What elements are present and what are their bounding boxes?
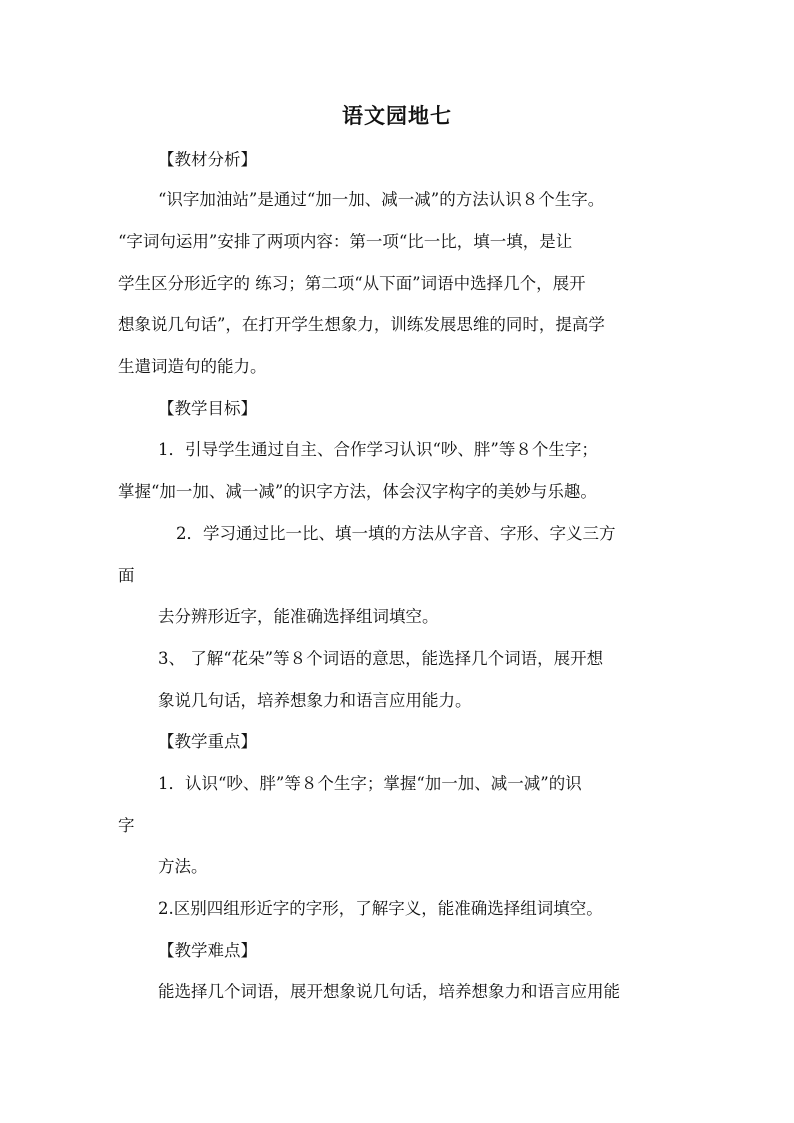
- paragraph-line: 字: [118, 816, 135, 835]
- section-heading-material-analysis: 【教材分析】: [158, 150, 257, 169]
- paragraph-line: 3、 了解“花朵”等８个词语的意思，能选择几个词语，展开想: [158, 649, 604, 668]
- paragraph-line: “识字加油站”是通过“加一加、减一减”的方法认识８个生字。: [158, 190, 605, 209]
- paragraph-line: 2．学习通过比一比、填一填的方法从字音、字形、字义三方: [176, 524, 616, 543]
- section-heading-difficulties: 【教学难点】: [158, 941, 257, 960]
- paragraph-line: 能选择几个词语，展开想象说几句话，培养想象力和语言应用能: [158, 982, 620, 1001]
- paragraph-line: 1．认识“吵、胖”等８个生字；掌握“加一加、减一减”的识: [158, 774, 582, 793]
- paragraph-line: 想象说几句话”，在打开学生想象力，训练发展思维的同时，提高学: [118, 315, 605, 334]
- section-heading-teaching-goals: 【教学目标】: [158, 399, 257, 418]
- document-title: 语文园地七: [342, 103, 452, 128]
- paragraph-line: 象说几句话，培养想象力和语言应用能力。: [158, 691, 472, 710]
- paragraph-line: 学生区分形近字的 练习；第二项“从下面”词语中选择几个，展开: [118, 274, 586, 293]
- paragraph-line: 方法。: [158, 857, 208, 876]
- paragraph-line: 生遣词造句的能力。: [118, 357, 267, 376]
- paragraph-line: 2.区别四组形近字的字形，了解字义，能准确选择组词填空。: [158, 899, 603, 918]
- paragraph-line: 1．引导学生通过自主、合作学习认识“吵、胖”等８个生字；: [158, 440, 598, 459]
- paragraph-line: 掌握“加一加、减一减”的识字方法，体会汉字构字的美妙与乐趣。: [118, 482, 597, 501]
- paragraph-line: “字词句运用”安排了两项内容：第一项“比一比，填一填，是让: [118, 232, 573, 251]
- section-heading-key-points: 【教学重点】: [158, 732, 257, 751]
- paragraph-line: 面: [118, 566, 135, 585]
- paragraph-line: 去分辨形近字，能准确选择组词填空。: [158, 607, 439, 626]
